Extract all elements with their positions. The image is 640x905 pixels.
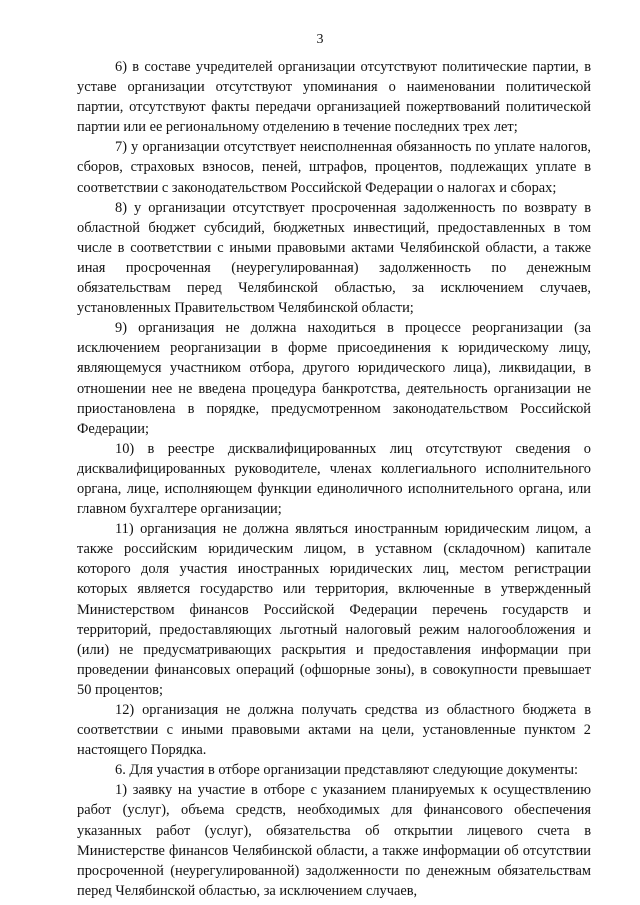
- paragraph-clause-6: 6. Для участия в отборе организации представляют следующие документы:: [115, 762, 579, 779]
- paragraph-item-9: 9) организация не должна находиться в процессе реорганизации (за исключением реорганизации в форме присоединения к юридическому лицу, являющемуся участником отбора, другого юридического лица), ликвидации, в отношении нее не введена процедура банкротства, деятельность организации не приостановлена в порядке, предусмотренном законодательством Российской Федерации;: [77, 320, 591, 437]
- paragraph-item-6: 6) в составе учредителей организации отсутствуют политические партии, в уставе организации отсутствуют упоминания о наименовании политической партии, отсутствуют факты передачи организацией пожертвований политической партии или ее региональному отделению в течение последних трех лет;: [77, 59, 591, 136]
- paragraph-item-10: 10) в реестре дисквалифицированных лиц отсутствуют сведения о дисквалифицированных руководителе, членах коллегиального исполнительного органа, лице, исполняющем функции единоличного исполнительного органа, или главном бухгалтере организации;: [77, 440, 591, 518]
- page-number: 3: [316, 32, 324, 47]
- paragraph-item-7: 7) у организации отсутствует неисполненная обязанность по уплате налогов, сборов, страховых взносов, пеней, штрафов, процентов, подлежащих уплате в соответствии с законодательством Российской Федерации о налогах и сборах;: [77, 139, 591, 196]
- paragraph-item-12: 12) организация не должна получать средства из областного бюджета в соответствии с иными правовыми актами на цели, установленные пунктом 2 настоящего Порядка.: [77, 702, 591, 759]
- document-body: [77, 57, 591, 901]
- paragraph-item-11: 11) организация не должна являться иностранным юридическим лицом, а также российским юридическим лицом, в уставном (складочном) капитале которого доля участия иностранных юридических лиц, местом регистрации которых является государство или территория, включенные в утвержденный Министерством финансов Российской Федерации перечень государств и территорий, предоставляющих льготный налоговый режим налогообложения и (или) не предусматривающих раскрытия и предоставления информации при проведении финансовых операций (офшорные зоны), в совокупности превышает 50 процентов;: [77, 521, 591, 698]
- paragraph-item-8: 8) у организации отсутствует просроченная задолженность по возврату в областной бюджет субсидий, бюджетных инвестиций, предоставленных в том числе в соответствии с иными правовыми актами Челябинской области, а также иная просроченная (неурегулированная) задолженность по денежным обязательствам перед Челябинской областью, за исключением случаев, установленных Правительством Челябинской области;: [77, 199, 591, 317]
- paragraph-subitem-1: 1) заявку на участие в отборе с указанием планируемых к осуществлению работ (услуг), объема средств, необходимых для финансового обеспечения указанных работ (услуг), обязательства об открытии лицевого счета в Министерстве финансов Челябинской области, а также информации об отсутствии просроченной (неурегулированной) задолженности по денежным обязательствам перед Челябинской областью, за исключением случаев,: [77, 782, 591, 899]
